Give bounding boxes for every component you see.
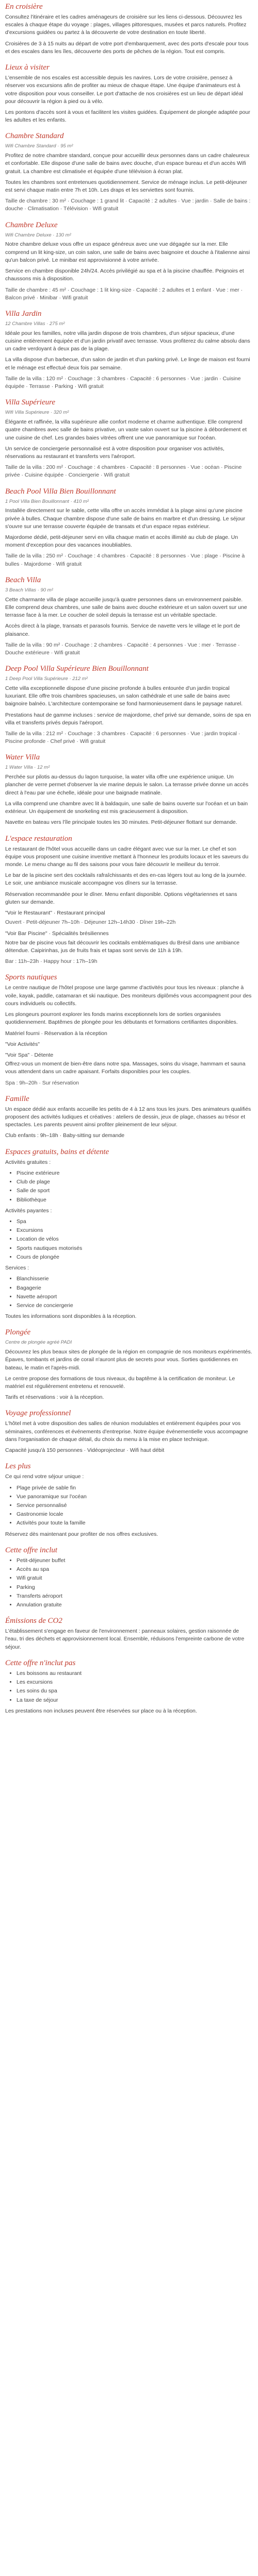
specs-text: Taille de chambre : 45 m² · Couchage : 1 lit king-size · Capacité : 2 adultes et 1 enfant · Vue : mer · Balcon privé · Minibar · Wifi gratuit: [5, 286, 243, 301]
list-item: • Cours de plongée: [17, 1253, 253, 1261]
list-item: • Bagagerie: [17, 1284, 253, 1292]
list-item: • Sports nautiques motorisés: [17, 1245, 253, 1252]
section-title: Cette offre n'inclut pas: [5, 1658, 76, 1667]
paragraph: Les plongeurs pourront explorer les fonds marins exceptionnels lors de sorties organisées quotidiennement. Baptêmes de plongée pour les débutants et formations certifiantes disponibles.: [5, 1011, 238, 1026]
paragraph: Le bar de la piscine sert des cocktails rafraîchissants et des en-cas légers tout au long de la journée. Le soir, une ambiance musicale accompagne vos dîners sur la terrasse.: [5, 872, 247, 887]
list-item: • Piscine extérieure: [17, 1170, 253, 1177]
list-item: • Accès au spa: [17, 1566, 253, 1573]
link-label[interactable]: "Voir Bar Piscine" · Spécialités brésiliennes: [5, 930, 109, 937]
section-meta: Wifi Chambre Deluxe · 130 m²: [5, 232, 71, 238]
paragraph: Réservez dès maintenant pour profiter de nos offres exclusives.: [5, 1531, 158, 1537]
hours-text: Spa : 9h–20h · Sur réservation: [5, 1079, 79, 1086]
paragraph: Navette en bateau vers l'île principale toutes les 30 minutes. Petit-déjeuner flottant sur demande.: [5, 819, 237, 826]
section-lieu: [5, 1462, 253, 1538]
section-meta: 12 Chambre Villas · 275 m²: [5, 321, 65, 327]
section-title: Sports nautiques: [5, 973, 57, 982]
paragraph: Notre bar de piscine vous fait découvrir les cocktails emblématiques du Brésil dans une ambiance détendue. Caipirinhas, jus de fruits frais et tapas sont servis de 11h à 19h.: [5, 939, 240, 954]
section-villa-superieure: [5, 398, 253, 479]
paragraph: Le centre propose des formations de tous niveaux, du baptême à la certification de moniteur. Le matériel est régulièrement entretenu et renouvelé.: [5, 1375, 235, 1390]
section-lieux: [5, 63, 253, 124]
section-title: Cette offre inclut: [5, 1546, 58, 1554]
bullet-list: [5, 1170, 253, 1204]
bullet-list: [5, 1484, 253, 1528]
paragraph: L'ensemble de nos escales est accessible depuis les navires. Lors de votre croisière, pensez à réserver vos excursions afin de profiter au mieux de chaque étape. Une équipe d'animateurs est à votre disposition pour vous conseiller. Le port d'attache de nos croisières est un lieu de départ idéal pour découvrir la région à pied ou à vélo.: [5, 75, 243, 105]
section-chambre-standard: [5, 131, 253, 213]
hours-text: Bar : 11h–23h · Happy hour : 17h–19h: [5, 958, 98, 965]
paragraph: Le centre nautique de l'hôtel propose une large gamme d'activités pour tous les niveaux : planche à voile, kayak, paddle, catamaran et ski nautique. Des moniteurs diplômés vous accompagnent pour des cours individuels ou collectifs.: [5, 985, 252, 1007]
section-title: Émissions de CO2: [5, 1617, 62, 1625]
section-title: Voyage professionnel: [5, 1409, 71, 1418]
paragraph: Perchée sur pilotis au-dessus du lagon turquoise, la water villa offre une expérience unique. Un plancher de verre permet d'observer la vie marine depuis le salon. La terrasse privée donne un accès direct à l'eau par une échelle, idéale pour une baignade matinale.: [5, 774, 249, 796]
section-title: Deep Pool Villa Supérieure Bien Bouillonnant: [5, 665, 149, 673]
bullet-list: [5, 1275, 253, 1310]
bullet-list: [5, 1218, 253, 1261]
list-item: • Bibliothèque: [17, 1196, 253, 1204]
section-beach-villa: [5, 575, 253, 657]
section-meta: Wifi Villa Supérieure · 320 m²: [5, 410, 69, 416]
paragraph: Toutes les informations sont disponibles à la réception.: [5, 1313, 137, 1320]
specs-text: Taille de chambre : 30 m² · Couchage : 1 grand lit · Capacité : 2 adultes · Vue : jardin · Salle de bains : douche · Climatisation · Télévision · Wifi gratuit: [5, 198, 251, 212]
section-title: Villa Jardin: [5, 310, 42, 318]
section-title: En croisière: [5, 3, 43, 11]
specs-text: Taille de la villa : 250 m² · Couchage : 4 chambres · Capacité : 8 personnes · Vue : plage · Piscine à bulles · Majordome · Wifi gratuit: [5, 553, 245, 567]
section-title: Water Villa: [5, 753, 40, 762]
section-offre2: [5, 1658, 253, 1715]
paragraph: Prestations haut de gamme incluses : service de majordome, chef privé sur demande, soins de spa en villa et transferts privés depuis l'aéroport.: [5, 711, 251, 726]
paragraph: Un espace dédié aux enfants accueille les petits de 4 à 12 ans tous les jours. Des animateurs qualifiés proposent des activités ludiques et créatives : ateliers de dessin, jeux de plage, chasses au trésor et spectacles. Les parents peuvent ainsi profiter pleinement de leur séjour.: [5, 1106, 251, 1128]
section-title: Famille: [5, 1094, 29, 1103]
paragraph: La villa comprend une chambre avec lit à baldaquin, une salle de bains ouverte sur l'océan et un bain extérieur. Un équipement de snorkeling est mis gracieusement à disposition.: [5, 800, 248, 815]
section-meta: Wifi Chambre Standard · 95 m²: [5, 143, 73, 149]
list-intro: Services :: [5, 1265, 29, 1272]
list-item: • Vue panoramique sur l'océan: [17, 1493, 253, 1501]
paragraph: Découvrez les plus beaux sites de plongée de la région en compagnie de nos moniteurs expérimentés. Épaves, tombants et jardins de corail n'auront plus de secrets pour vous. Sorties quotidiennes en bateau, le matin et l'après-midi.: [5, 1349, 252, 1371]
hours-text: Ouvert · Petit-déjeuner 7h–10h · Déjeuner 12h–14h30 · Dîner 19h–22h: [5, 919, 176, 926]
paragraph: Majordome dédié, petit-déjeuner servi en villa chaque matin et accès illimité au club de plage. Un moment d'exception pour des vacances inoubliables.: [5, 534, 238, 549]
paragraph: L'établissement s'engage en faveur de l'environnement : panneaux solaires, gestion raisonnée de l'eau, tri des déchets et approvisionnement local. Ensemble, réduisons l'empreinte carbone de votre séjour.: [5, 1628, 245, 1650]
section-espaces-bains: [5, 1147, 253, 1321]
section-title: Beach Villa: [5, 575, 41, 584]
section-sports-nautiques: [5, 973, 253, 1087]
section-beach-pool: [5, 487, 253, 568]
section-meta: Centre de plongée agréé PADI: [5, 1340, 72, 1346]
paragraph: Croisières de 3 à 15 nuits au départ de votre port d'embarquement, avec des ports d'escale pour tous et des escales dans les îles, découverte des ports de pêches de la région. Tout est compris.: [5, 40, 249, 55]
section-title: Lieux à visiter: [5, 63, 50, 72]
section-plongee: [5, 1328, 253, 1401]
paragraph: Consultez l'itinéraire et les cadres aménageurs de croisière sur les liens ci-dessous. Découvrez les escales à chaque étape du voyage : plages, villages pittoresques, musées et parcs naturels. Profitez d'excursions guidées ou partez à la découverte de votre destination en toute liberté.: [5, 14, 247, 36]
list-item: • Navette aéroport: [17, 1293, 253, 1301]
list-intro: Activités gratuites :: [5, 1159, 51, 1165]
paragraph: Élégante et raffinée, la villa supérieure allie confort moderne et charme authentique. Elle comprend quatre chambres avec salle de bains privative, un vaste salon ouvert sur la piscine à débordement et une cuisine de chef. Les grandes baies vitrées offrent une vue panoramique sur l'océan.: [5, 419, 247, 441]
paragraph: Cette villa exceptionnelle dispose d'une piscine profonde à bulles entourée d'un jardin tropical luxuriant. Elle offre trois chambres spacieuses, un salon cathédrale et une salle de bains avec baignoire balnéo. L'architecture contemporaine se fond harmonieusement dans le paysage naturel.: [5, 685, 243, 707]
paragraph: Notre chambre deluxe vous offre un espace généreux avec une vue dégagée sur la mer. Elle comprend un lit king-size, un coin salon, une salle de bains avec baignoire et douche à l'italienne ainsi qu'un balcon privé. Le minibar est approvisionné à votre arrivée.: [5, 241, 250, 263]
list-item: • Gastronomie locale: [17, 1511, 253, 1518]
list-item: • Blanchisserie: [17, 1275, 253, 1283]
list-item: • Wifi gratuit: [17, 1574, 253, 1582]
paragraph: Idéale pour les familles, notre villa jardin dispose de trois chambres, d'un séjour spacieux, d'une cuisine entièrement équipée et d'un jardin privatif avec terrasse. Vous profiterez du calme absolu dans un cadre verdoyant à deux pas de la plage.: [5, 330, 250, 352]
section-title: Les plus: [5, 1462, 31, 1471]
section-emissions: [5, 1616, 253, 1651]
list-item: • Les excursions: [17, 1679, 253, 1686]
paragraph: Club enfants : 9h–18h · Baby-sitting sur demande: [5, 1132, 125, 1139]
section-title: Espaces gratuits, bains et détente: [5, 1147, 109, 1156]
paragraph: Offrez-vous un moment de bien-être dans notre spa. Massages, soins du visage, hammam et sauna vous attendent dans un cadre apaisant. Forfaits disponibles pour les couples.: [5, 1061, 246, 1075]
section-title: Plongée: [5, 1328, 31, 1337]
section-meta: 3 Beach Villas · 90 m²: [5, 587, 53, 593]
list-intro: Activités payantes :: [5, 1207, 52, 1214]
specs-text: Taille de la villa : 212 m² · Couchage : 3 chambres · Capacité : 6 personnes · Vue : jardin tropical · Piscine profonde · Chef privé · Wifi gratuit: [5, 731, 240, 745]
paragraph: Cette charmante villa de plage accueille jusqu'à quatre personnes dans un environnement paisible. Elle comprend deux chambres, une salle de bains avec douche extérieure et un salon ouvert sur une terrasse face à la mer. Le coucher de soleil depuis la terrasse est un véritable spectacle.: [5, 596, 247, 619]
list-item: • Excursions: [17, 1227, 253, 1234]
section-lespace: [5, 834, 253, 966]
list-item: • Parking: [17, 1584, 253, 1591]
section-meta: 1 Water Villa · 12 m²: [5, 765, 50, 771]
list-item: • Club de plage: [17, 1178, 253, 1186]
link-label[interactable]: "Voir le Restaurant" · Restaurant principal: [5, 910, 105, 917]
list-item: • Service de conciergerie: [17, 1302, 253, 1310]
list-item: • Location de vélos: [17, 1235, 253, 1243]
paragraph: La villa dispose d'un barbecue, d'un salon de jardin et d'un parking privé. Le linge de maison est fourni et le ménage est effectué deux fois par semaine.: [5, 357, 250, 371]
paragraph: Capacité jusqu'à 150 personnes · Vidéoprojecteur · Wifi haut débit: [5, 1447, 165, 1454]
list-item: • Activités pour toute la famille: [17, 1519, 253, 1527]
paragraph: Le restaurant de l'hôtel vous accueille dans un cadre élégant avec vue sur la mer. Le chef et son équipe vous proposent une cuisine inventive mettant à l'honneur les produits locaux et les saveurs du monde. Le menu change au fil des saisons pour vous faire découvrir le meilleur du terroir.: [5, 845, 249, 868]
list-intro: Ce qui rend votre séjour unique :: [5, 1473, 84, 1480]
section-en-cruise: [5, 2, 253, 56]
paragraph: L'hôtel met à votre disposition des salles de réunion modulables et entièrement équipées pour vos séminaires, conférences et événements d'entreprise. Notre équipe événementielle vous accompagne dans l'organisation de chaque détail, du choix du menu à la mise en place technique.: [5, 1420, 248, 1443]
section-famille: [5, 1094, 253, 1140]
paragraph: Les pontons d'accès sont à vous et facilitent les visites guidées. Équipement de plongée adaptée pour les adultes et les enfants.: [5, 109, 250, 124]
paragraph: Matériel fourni · Réservation à la réception: [5, 1030, 107, 1037]
paragraph: Toutes les chambres sont entretenues quotidiennement. Service de ménage inclus. Le petit-déjeuner est servi chaque matin entre 7h et 10h. Les draps et les serviettes sont fournis.: [5, 179, 247, 194]
section-title: L'espace restauration: [5, 834, 72, 843]
section-title: Chambre Deluxe: [5, 221, 58, 229]
list-item: • Service personnalisé: [17, 1502, 253, 1510]
bullet-list: [5, 1670, 253, 1704]
paragraph: Accès direct à la plage, transats et parasols fournis. Service de navette vers le village et le port de plaisance.: [5, 623, 240, 637]
paragraph: Service en chambre disponible 24h/24. Accès privilégié au spa et à la piscine chauffée. Peignoirs et chaussons mis à disposition.: [5, 268, 244, 282]
section-deep-pool: [5, 664, 253, 745]
link-label[interactable]: "Voir Spa" · Détente: [5, 1052, 54, 1058]
list-item: • Petit-déjeuner buffet: [17, 1557, 253, 1565]
specs-text: Taille de la villa : 120 m² · Couchage : 3 chambres · Capacité : 6 personnes · Vue : jardin · Cuisine équipée · Terrasse · Parking · Wifi gratuit: [5, 375, 241, 390]
section-voyage: [5, 1409, 253, 1454]
section-title: Villa Supérieure: [5, 398, 56, 407]
link-label[interactable]: "Voir Activités": [5, 1041, 40, 1047]
list-item: • Plage privée de sable fin: [17, 1484, 253, 1492]
paragraph: Réservation recommandée pour le dîner. Menu enfant disponible. Options végétariennes et sans gluten sur demande.: [5, 891, 237, 905]
section-title: Chambre Standard: [5, 132, 64, 141]
paragraph: Profitez de notre chambre standard, conçue pour accueillir deux personnes dans un cadre chaleureux et confortable. Elle dispose d'une salle de bains avec douche, d'un espace bureau et d'un accès Wifi gratuit. La chambre est climatisée et équipée d'une télévision à écran plat.: [5, 152, 250, 175]
section-title: Beach Pool Villa Bien Bouillonnant: [5, 487, 116, 496]
paragraph: Les prestations non incluses peuvent être réservées sur place ou à la réception.: [5, 1707, 197, 1714]
bullet-list: [5, 1557, 253, 1609]
section-water-villa: [5, 753, 253, 826]
list-item: • Transferts aéroport: [17, 1592, 253, 1600]
section-villa-jardin: [5, 309, 253, 391]
paragraph: Tarifs et réservations : voir à la réception.: [5, 1394, 104, 1401]
list-item: • Annulation gratuite: [17, 1601, 253, 1609]
paragraph: Un service de conciergerie personnalisé est à votre disposition pour organiser vos activités, réservations au restaurant et transferts vers l'aéroport.: [5, 445, 224, 460]
list-item: • Les soins du spa: [17, 1687, 253, 1695]
list-item: • La taxe de séjour: [17, 1697, 253, 1704]
specs-text: Taille de la villa : 90 m² · Couchage : 2 chambres · Capacité : 4 personnes · Vue : mer · Terrasse · Douche extérieure · Wifi gratuit: [5, 641, 240, 656]
section-offre: [5, 1546, 253, 1609]
section-meta: 1 Deep Pool Villa Supérieure · 212 m²: [5, 676, 88, 682]
section-meta: 1 Pool Villa Bien Bouillonnant · 410 m²: [5, 498, 89, 504]
specs-text: Taille de la villa : 200 m² · Couchage : 4 chambres · Capacité : 8 personnes · Vue : océan · Piscine privée · Cuisine équipée · Conciergerie · Wifi gratuit: [5, 464, 242, 479]
list-item: • Salle de sport: [17, 1187, 253, 1195]
section-chambre-deluxe: [5, 221, 253, 302]
paragraph: Installée directement sur le sable, cette villa offre un accès immédiat à la plage ainsi qu'une piscine privée à bulles. Chaque chambre dispose d'une salle de bains en marbre et d'un dressing. Le séjour s'ouvre sur une terrasse couverte équipée de transats et d'un espace repas extérieur.: [5, 507, 246, 530]
list-item: • Spa: [17, 1218, 253, 1226]
list-item: • Les boissons au restaurant: [17, 1670, 253, 1677]
